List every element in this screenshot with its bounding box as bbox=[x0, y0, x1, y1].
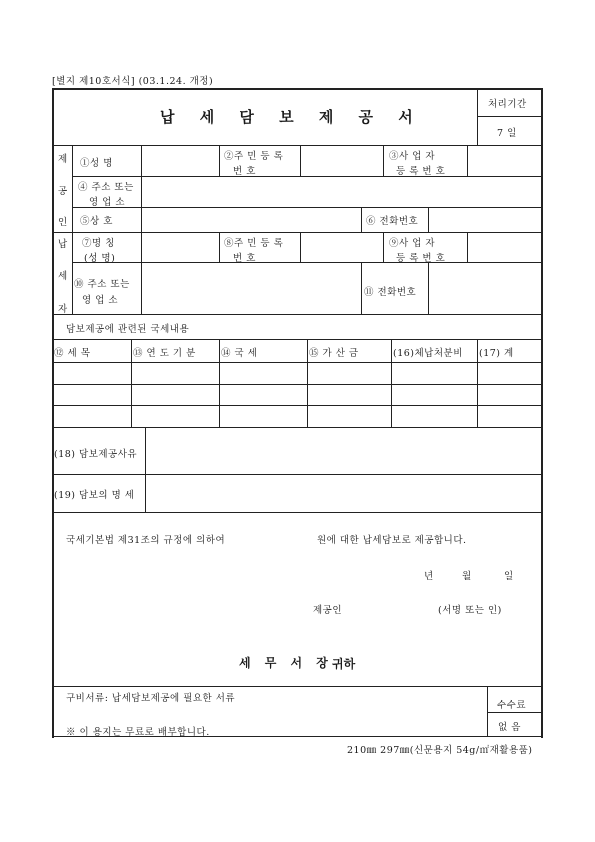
fee-label: 수수료 bbox=[497, 700, 527, 711]
provider-address-label-1: ④ 주소 또는 bbox=[78, 182, 134, 193]
collateral-reason-field[interactable] bbox=[146, 428, 540, 473]
provider-side-label-2: 공 bbox=[58, 186, 68, 197]
taxpayer-side-label-3: 자 bbox=[58, 304, 68, 315]
taxpayer-address-field[interactable] bbox=[142, 263, 360, 313]
provider-biz-label-1: ③사 업 자 bbox=[389, 151, 436, 162]
taxpayer-biz-label-2: 등 록 번 호 bbox=[396, 253, 446, 264]
column-year-period: ⑬ 연 도 기 분 bbox=[133, 348, 196, 359]
column-tax-item: ⑫ 세 목 bbox=[54, 348, 91, 359]
statement-right: 원에 대한 납세담보로 제공합니다. bbox=[317, 535, 467, 546]
addressee-suffix: 귀하 bbox=[332, 657, 356, 671]
tax-content-rows[interactable] bbox=[53, 363, 541, 426]
signer-label: 제공인 bbox=[313, 605, 343, 616]
column-total: (17) 계 bbox=[479, 348, 514, 359]
date-day: 일 bbox=[504, 571, 514, 582]
taxpayer-side-label-1: 납 bbox=[58, 239, 68, 250]
provider-phone-field[interactable] bbox=[429, 208, 540, 231]
provider-side-label-3: 인 bbox=[58, 217, 68, 228]
taxpayer-address-label-2: 영 업 소 bbox=[82, 295, 119, 306]
paper-specification: 210㎜ 297㎜(신문용지 54g/㎡재활용품) bbox=[347, 745, 533, 756]
form-title: 납 세 담 보 제 공 서 bbox=[160, 108, 423, 126]
taxpayer-address-label-1: ⑩ 주소 또는 bbox=[74, 279, 130, 290]
taxpayer-side-label-2: 세 bbox=[58, 271, 68, 282]
provider-biz-number-field[interactable] bbox=[468, 146, 540, 175]
processing-period-label: 처리기간 bbox=[488, 99, 527, 110]
taxpayer-name-label-1: ⑦명 칭 bbox=[82, 238, 115, 249]
free-distribution-note: ※ 이 용지는 무료로 배부합니다. bbox=[66, 727, 210, 738]
signature-note: (서명 또는 인) bbox=[438, 605, 502, 616]
fee-value: 없 음 bbox=[498, 722, 521, 733]
provider-rrn-label-1: ②주 민 등 록 bbox=[224, 151, 284, 162]
addressee: 세 무 서 장 bbox=[239, 656, 333, 670]
taxpayer-rrn-label-2: 번 호 bbox=[233, 253, 256, 264]
taxpayer-biz-number-field[interactable] bbox=[468, 233, 540, 261]
provider-name-field[interactable] bbox=[142, 146, 218, 175]
date-month: 월 bbox=[462, 571, 472, 582]
provider-trade-label: ⑤상 호 bbox=[80, 216, 113, 227]
provider-biz-label-2: 등 록 번 호 bbox=[396, 166, 446, 177]
collateral-reason-label: (18) 담보제공사유 bbox=[54, 449, 138, 460]
taxpayer-rrn-field[interactable] bbox=[301, 233, 382, 261]
taxpayer-rrn-label-1: ⑧주 민 등 록 bbox=[224, 238, 284, 249]
form-reference: [별지 제10호서식] (03.1.24. 개정) bbox=[52, 76, 214, 87]
date-year: 년 bbox=[424, 571, 434, 582]
taxpayer-name-field[interactable] bbox=[142, 233, 218, 261]
attachments-note: 구비서류: 납세담보제공에 필요한 서류 bbox=[66, 693, 236, 704]
collateral-detail-label: (19) 담보의 명 세 bbox=[54, 490, 135, 501]
collateral-detail-field[interactable] bbox=[146, 475, 540, 511]
processing-period-value: 7 일 bbox=[497, 128, 517, 139]
provider-address-label-2: 영 업 소 bbox=[89, 197, 126, 208]
taxpayer-phone-label: ⑪ 전화번호 bbox=[364, 287, 417, 298]
taxpayer-phone-field[interactable] bbox=[429, 263, 540, 313]
provider-phone-label: ⑥ 전화번호 bbox=[366, 216, 419, 227]
taxpayer-biz-label-1: ⑨사 업 자 bbox=[389, 238, 436, 249]
taxpayer-name-label-2: (성 명) bbox=[84, 253, 116, 264]
column-national-tax: ⑭ 국 세 bbox=[221, 348, 258, 359]
provider-side-label-1: 제 bbox=[58, 154, 68, 165]
provider-name-label: ①성 명 bbox=[80, 158, 113, 169]
column-disposition-cost: (16)체납처분비 bbox=[393, 348, 463, 359]
provider-trade-field[interactable] bbox=[142, 208, 360, 231]
provider-rrn-field[interactable] bbox=[301, 146, 382, 175]
statement-left: 국세기본법 제31조의 규정에 의하여 bbox=[66, 535, 226, 546]
column-penalty: ⑮ 가 산 금 bbox=[309, 348, 359, 359]
provider-rrn-label-2: 번 호 bbox=[233, 166, 256, 177]
provider-address-field[interactable] bbox=[142, 177, 540, 206]
tax-section-label: 담보제공에 관련된 국세내용 bbox=[66, 324, 190, 335]
